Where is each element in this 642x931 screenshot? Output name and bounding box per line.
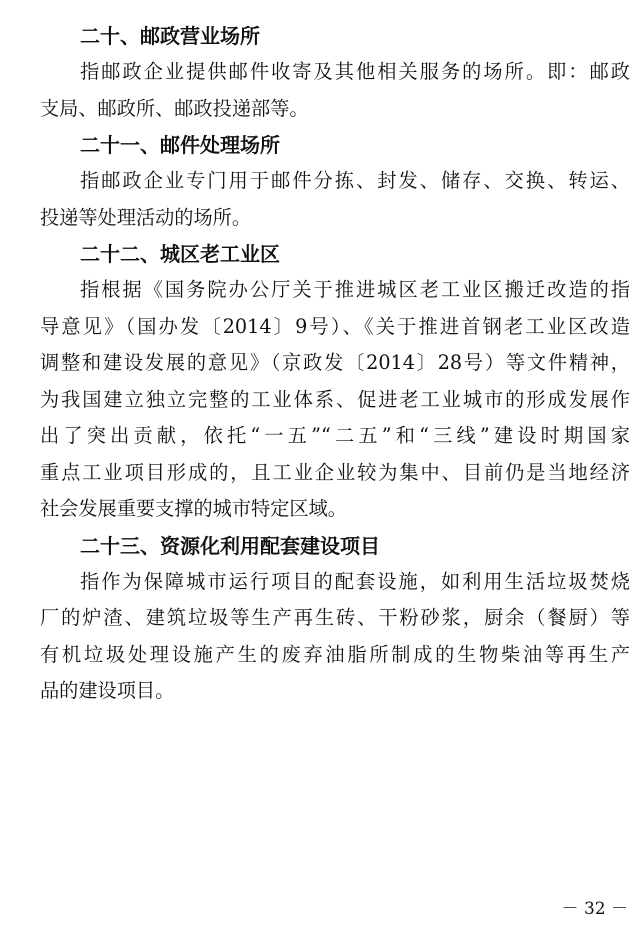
paragraph-line: 有机垃圾处理设施产生的废弃油脂所制成的生物柴油等再生产	[40, 642, 630, 666]
section-paragraph	[40, 564, 630, 710]
paragraph-line: 支局、邮政所、邮政投递部等。	[40, 96, 309, 120]
paragraph-line: 指根据《国务院办公厅关于推进城区老工业区搬迁改造的指	[80, 278, 630, 301]
document-page	[40, 18, 630, 710]
paragraph-line: 指邮政企业专门用于邮件分拣、封发、储存、交换、转运、	[80, 169, 630, 192]
section-heading: 二十三、资源化利用配套建设项目	[80, 533, 380, 558]
paragraph-line: 导意见》（国办发〔2014〕9号）、《关于推进首钢老工业区改造	[40, 314, 630, 338]
section-23	[40, 528, 630, 710]
section-heading: 二十、邮政营业场所	[80, 24, 260, 48]
section-22	[40, 236, 630, 528]
section-paragraph	[40, 272, 630, 528]
section-20	[40, 18, 630, 127]
paragraph-line: 为我国建立独立完整的工业体系、促进老工业城市的形成发展作	[40, 387, 630, 411]
paragraph-line: 出了突出贡献，依托“一五”“二五”和“三线”建设时期国家	[40, 424, 630, 447]
page-number: － 32 －	[561, 899, 628, 919]
section-paragraph	[40, 54, 630, 127]
paragraph-line: 指作为保障城市运行项目的配套设施，如利用生活垃圾焚烧	[80, 569, 630, 593]
section-paragraph	[40, 163, 630, 236]
paragraph-line: 指邮政企业提供邮件收寄及其他相关服务的场所。即：邮政	[80, 60, 630, 83]
paragraph-line: 厂的炉渣、建筑垃圾等生产再生砖、干粉砂浆，厨余（餐厨）等	[40, 606, 630, 629]
paragraph-line: 社会发展重要支撑的城市特定区域。	[40, 497, 347, 520]
paragraph-line: 调整和建设发展的意见》（京政发〔2014〕28号）等文件精神，	[40, 351, 630, 374]
paragraph-line: 投递等处理活动的场所。	[40, 205, 252, 229]
section-heading: 二十一、邮件处理场所	[80, 133, 280, 157]
section-21	[40, 127, 630, 236]
paragraph-line: 品的建设项目。	[40, 679, 175, 702]
section-heading: 二十二、城区老工业区	[80, 242, 280, 266]
paragraph-line: 重点工业项目形成的，且工业企业较为集中、目前仍是当地经济	[40, 460, 630, 484]
